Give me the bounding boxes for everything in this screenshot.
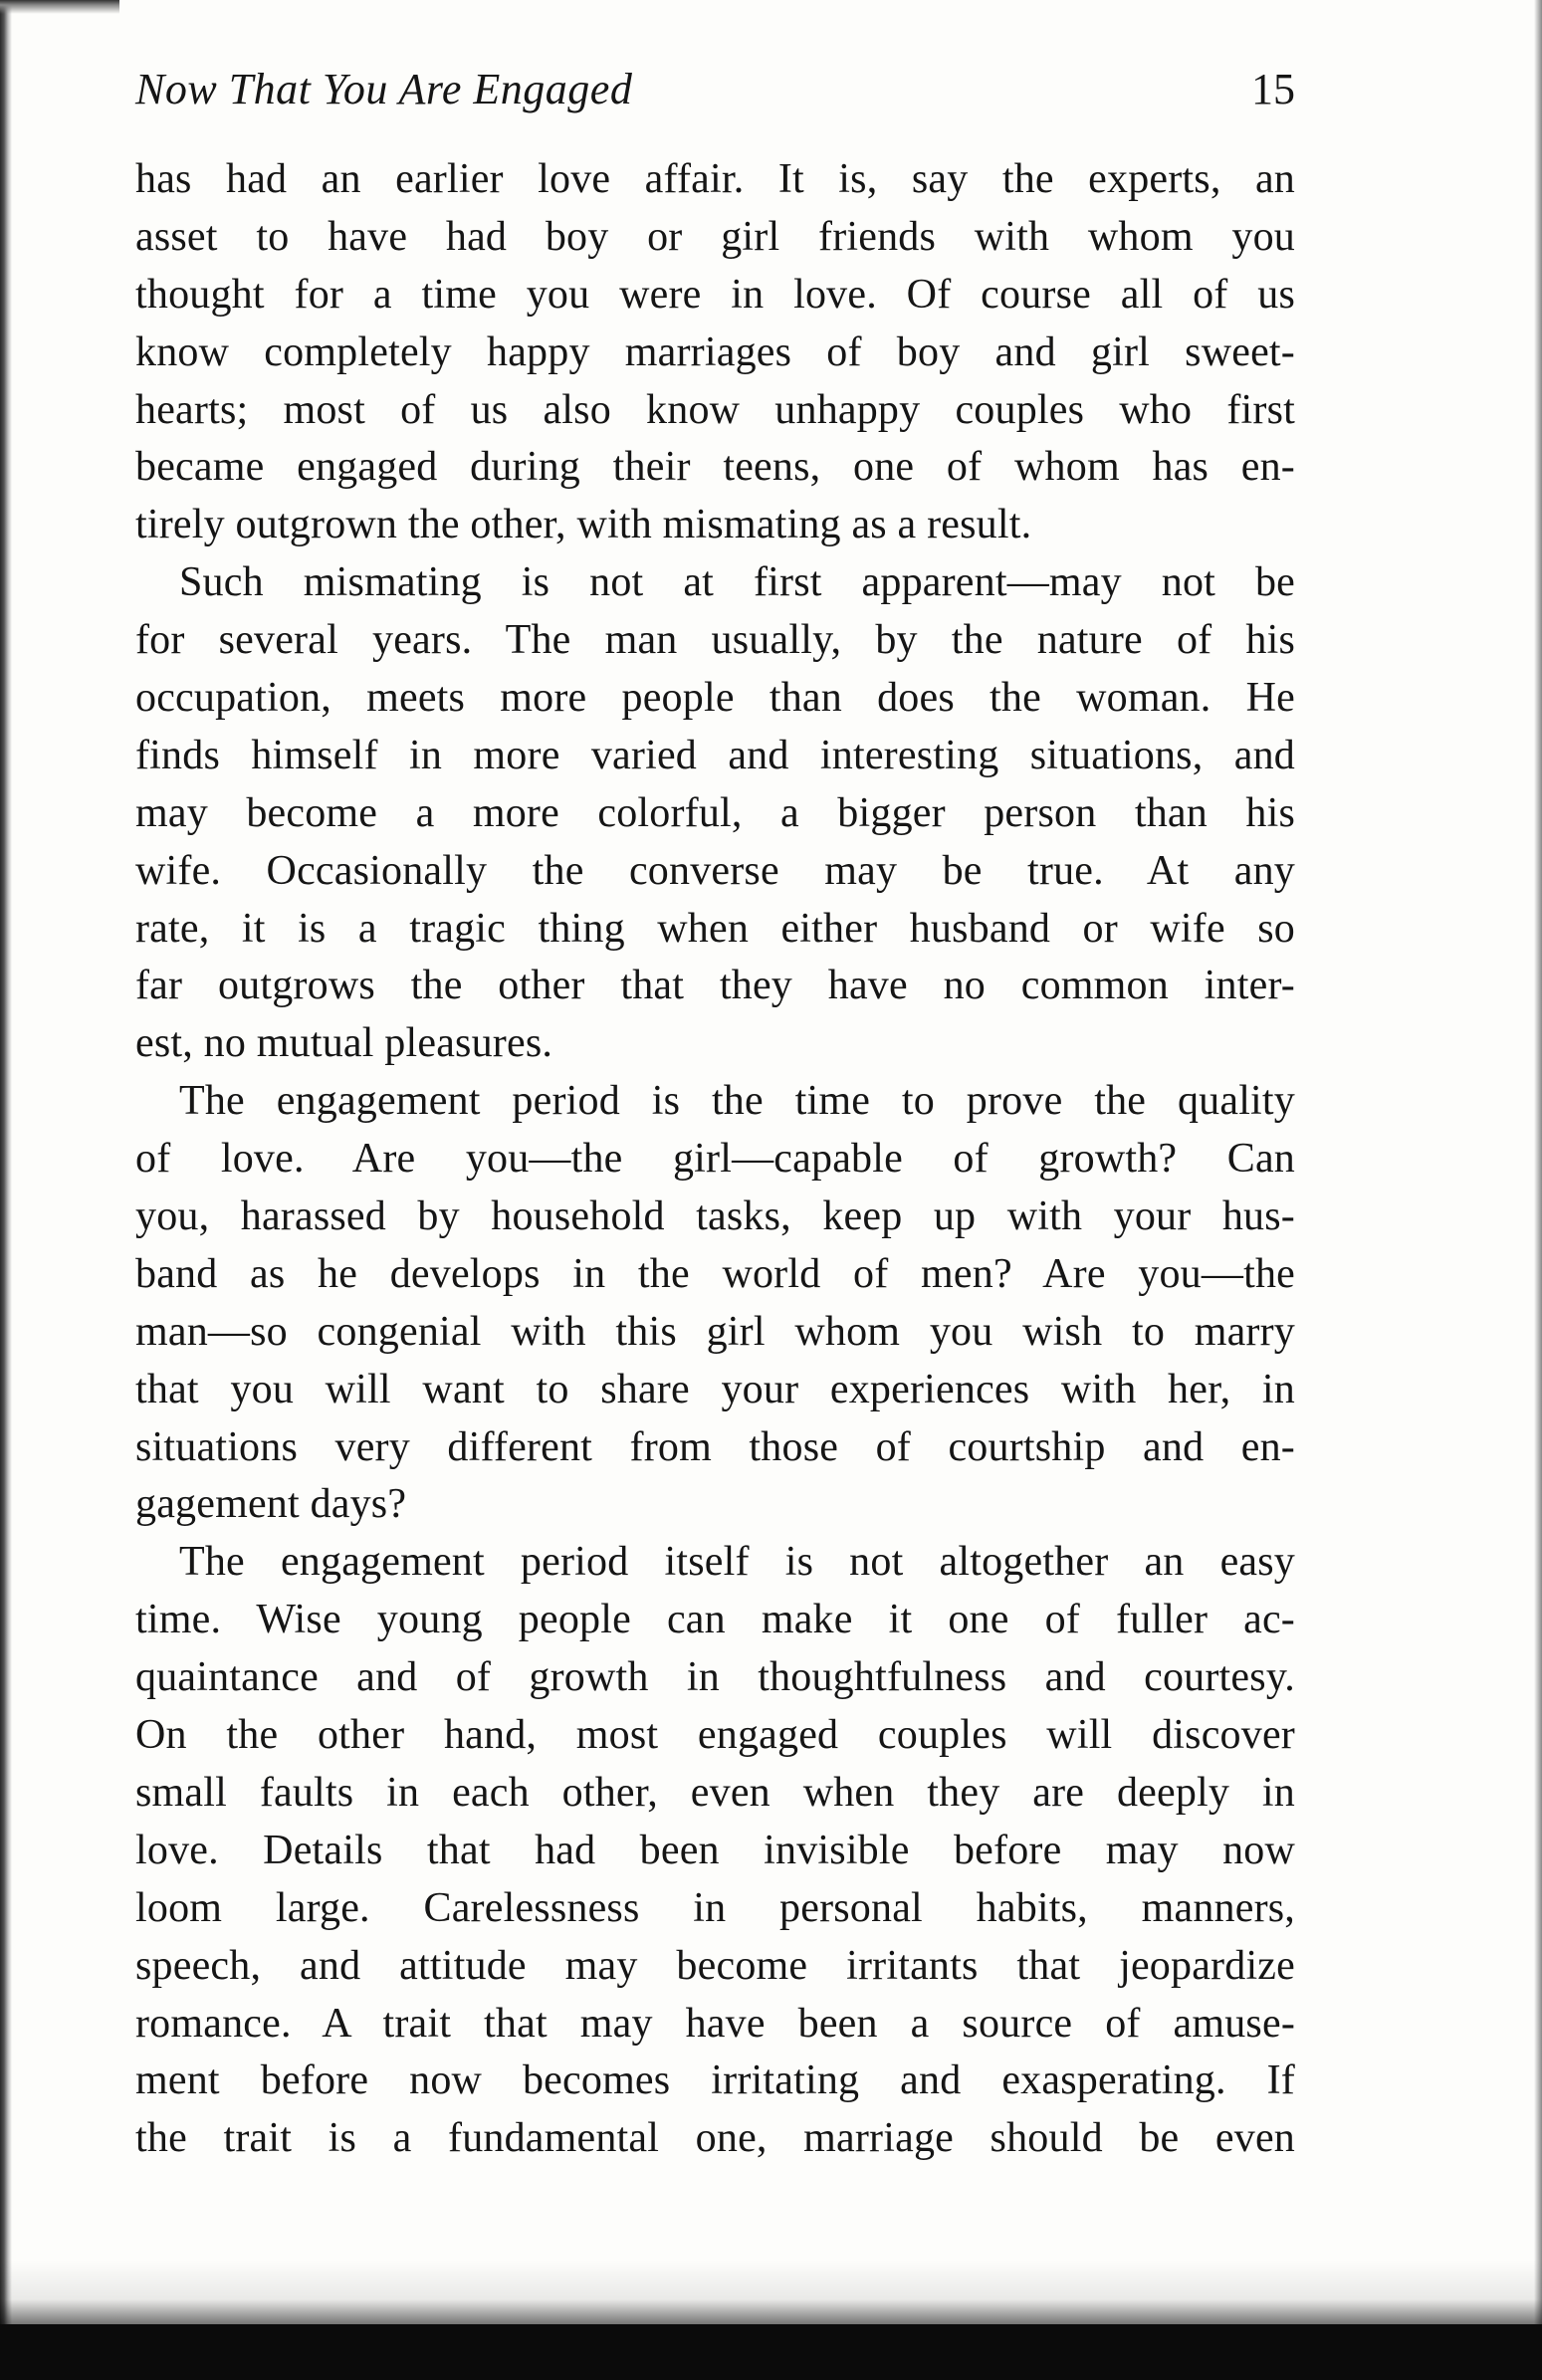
text-line: On the other hand, most engaged couples will discover xyxy=(135,1712,1295,1759)
text-line: band as he develops in the world of men? Are you—the xyxy=(135,1250,1295,1297)
text-line: for several years. The man usually, by the nature of his xyxy=(135,617,1295,664)
text-line: thought for a time you were in love. Of course all of us xyxy=(135,271,1295,318)
text-line: you, harassed by household tasks, keep up with your hus- xyxy=(135,1193,1295,1240)
text-line: small faults in each other, even when they are deeply in xyxy=(135,1769,1295,1816)
text-line: hearts; most of us also know unhappy couples who first xyxy=(135,386,1295,433)
text-line: finds himself in more varied and interesting situations, and xyxy=(135,732,1295,778)
text-line: ment before now becomes irritating and exasperating. If xyxy=(135,2057,1295,2104)
top-corner-shadow xyxy=(0,0,119,14)
text-line: the trait is a fundamental one, marriage should be even xyxy=(135,2115,1295,2162)
page-header xyxy=(135,64,1295,133)
text-line: gagement days? xyxy=(135,1481,407,1528)
text-line: situations very different from those of courtship and en- xyxy=(135,1423,1295,1470)
text-line: tirely outgrown the other, with mismating as a result. xyxy=(135,502,1032,548)
text-line: man—so congenial with this girl whom you wish to marry xyxy=(135,1308,1295,1355)
text-line: quaintance and of growth in thoughtfulness and courtesy. xyxy=(135,1654,1295,1701)
text-line: wife. Occasionally the converse may be true. At any xyxy=(135,847,1295,894)
page-number: 15 xyxy=(1251,65,1295,113)
text-line: The engagement period itself is not altogether an easy xyxy=(179,1539,1295,1586)
text-line: of love. Are you—the girl—capable of growth? Can xyxy=(135,1136,1295,1183)
text-line: became engaged during their teens, one of whom has en- xyxy=(135,444,1295,491)
text-line: far outgrows the other that they have no common inter- xyxy=(135,963,1295,1009)
text-line: occupation, meets more people than does the woman. He xyxy=(135,675,1295,722)
text-line: may become a more colorful, a bigger person than his xyxy=(135,789,1295,836)
text-line: time. Wise young people can make it one of fuller ac- xyxy=(135,1597,1295,1643)
body-text xyxy=(135,151,1295,2168)
text-line: Such mismating is not at first apparent—may not be xyxy=(179,559,1295,606)
bottom-scan-border xyxy=(0,2324,1542,2380)
text-line: romance. A trait that may have been a source of amuse- xyxy=(135,2000,1295,2047)
text-line: loom large. Carelessness in personal habits, manners, xyxy=(135,1884,1295,1931)
binding-edge-shadow xyxy=(0,0,12,2380)
text-line: has had an earlier love affair. It is, say the experts, an xyxy=(135,156,1295,202)
right-edge-shadow xyxy=(1534,0,1542,2380)
running-head: Now That You Are Engaged xyxy=(135,65,633,113)
text-line: know completely happy marriages of boy and girl sweet- xyxy=(135,328,1295,375)
text-line: rate, it is a tragic thing when either husband or wife so xyxy=(135,905,1295,952)
bottom-scan-fade xyxy=(0,2260,1542,2325)
text-line: love. Details that had been invisible before may now xyxy=(135,1827,1295,1873)
text-line: that you will want to share your experiences with her, in xyxy=(135,1366,1295,1412)
text-line: speech, and attitude may become irritants that jeopardize xyxy=(135,1942,1295,1989)
text-line: asset to have had boy or girl friends with whom you xyxy=(135,213,1295,260)
text-line: The engagement period is the time to prove the quality xyxy=(179,1078,1295,1125)
text-line: est, no mutual pleasures. xyxy=(135,1020,553,1067)
